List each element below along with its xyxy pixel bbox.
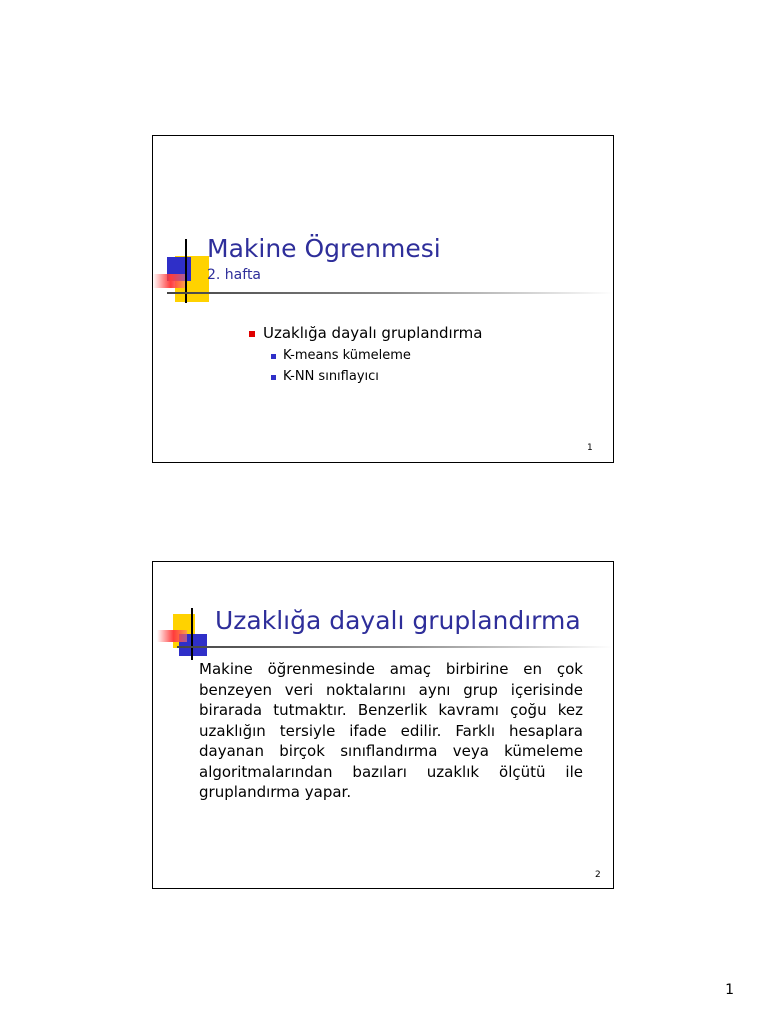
- list-item: [249, 324, 482, 342]
- slide-1: [152, 135, 614, 463]
- slide-subtitle: 2. hafta: [207, 267, 262, 283]
- bullet-text: Uzaklığa dayalı gruplandırma: [263, 324, 483, 342]
- title-rule: [177, 646, 613, 648]
- vertical-line: [191, 608, 193, 660]
- slide-title: Uzaklığa dayalı gruplandırma: [215, 606, 581, 635]
- bullet-list: [249, 324, 482, 390]
- bullet-square-icon: [249, 331, 255, 337]
- slide-title: Makine Ögrenmesi: [207, 234, 441, 263]
- sub-list-item: [249, 348, 482, 363]
- title-rule: [167, 292, 613, 294]
- red-square: [153, 274, 185, 288]
- sub-bullet-text: K-NN sınıflayıcı: [283, 369, 379, 384]
- sub-bullet-square-icon: [271, 354, 276, 359]
- sub-bullet-text: K-means kümeleme: [283, 348, 411, 363]
- sub-bullet-square-icon: [271, 375, 276, 380]
- slide-page-number: 1: [587, 443, 593, 453]
- document-page-number: 1: [725, 982, 734, 998]
- body-paragraph: Makine öğrenmesinde amaç birbirine en çok benzeyen veri noktalarını aynı grup içerisinde birarada tutmaktır. Benzerlik kavramı çoğu kez uzaklığın tersiyle ifade edilir. Farklı hesaplara dayanan birçok sınıflandırma veya kümeleme algoritmalarından bazıları uzaklık ölçütü ile gruplandırma yapar.: [199, 660, 583, 801]
- slide-page-number: 2: [595, 870, 601, 880]
- slide-2: [152, 561, 614, 889]
- red-square: [157, 630, 187, 642]
- sub-list-item: [249, 369, 482, 384]
